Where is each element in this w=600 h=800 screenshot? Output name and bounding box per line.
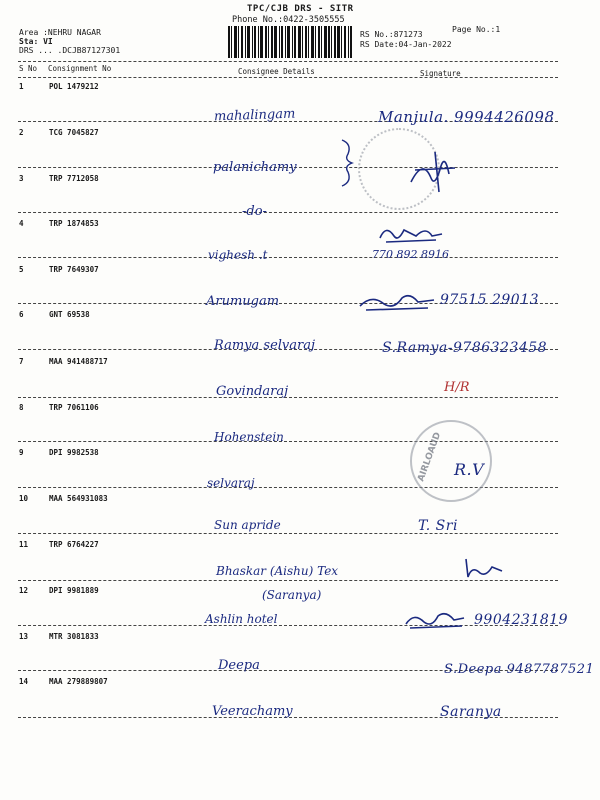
row-separator <box>18 533 558 534</box>
col-header-sno: S No <box>19 64 38 73</box>
row-separator <box>18 212 558 213</box>
row-sno: 8 <box>19 403 24 412</box>
row-consignment: TRP 7712058 <box>49 174 99 183</box>
rs-block <box>360 30 452 50</box>
consignee-name: Arumugam <box>206 294 280 309</box>
table-row <box>19 494 108 503</box>
consignee-name: selvaraj <box>207 476 255 490</box>
row-sno: 3 <box>19 174 24 183</box>
row-sno: 11 <box>19 540 29 549</box>
row-sno: 12 <box>19 586 29 595</box>
signature: 770 892 8916 <box>372 248 449 261</box>
row-consignment: TRP 7649307 <box>49 265 99 274</box>
table-row <box>19 677 108 686</box>
consignee-name: Ashlin hotel <box>205 612 278 626</box>
consignee-name: Govindaraj <box>216 384 289 399</box>
row-consignment: TRP 1874853 <box>49 219 99 228</box>
row-sno: 10 <box>19 494 29 503</box>
row-consignment: MAA 564931083 <box>49 494 108 503</box>
signature: Saranya <box>440 704 502 720</box>
row-consignment: DPI 9981889 <box>49 586 99 595</box>
consignee-name: Hohenstein <box>214 430 284 444</box>
consignee-name: Sun apride <box>214 518 281 532</box>
drs-number: DRS ... .DCJB87127301 <box>19 46 121 55</box>
header-left-block <box>19 28 120 55</box>
row-sno: 6 <box>19 310 24 319</box>
col-header-consignee: Consignee Details <box>238 67 315 76</box>
barcode-image <box>228 26 352 58</box>
table-row <box>19 586 99 595</box>
rs-number: RS No.:871273 <box>360 30 423 39</box>
station-label: Sta: VI <box>19 37 53 46</box>
consignee-name: vighesh .t <box>208 248 268 262</box>
signature: T. Sri <box>418 518 458 534</box>
signature-scribble <box>376 222 446 246</box>
signature-scribble <box>404 608 466 632</box>
signature: S.Ramya-9786323458 <box>382 340 548 356</box>
table-row <box>19 219 99 228</box>
table-row <box>19 357 108 366</box>
table-row <box>19 540 99 549</box>
table-row <box>19 448 99 457</box>
col-header-consignment: Consignment No <box>48 64 112 73</box>
row-sno: 2 <box>19 128 24 137</box>
consignee-name: Ramya selvaraj <box>214 338 316 353</box>
row-consignment: MAA 279889807 <box>49 677 108 686</box>
signature: S.Deepa 9487787521 <box>444 662 595 677</box>
table-row <box>19 128 99 137</box>
row-consignment: MAA 941488717 <box>49 357 108 366</box>
table-row <box>19 265 99 274</box>
row-consignment: GNT 69538 <box>49 310 90 319</box>
row-sno: 14 <box>19 677 29 686</box>
row-sno: 9 <box>19 448 24 457</box>
signature: Manjula. 9994426098 <box>378 108 555 126</box>
signature: 9904231819 <box>474 612 569 628</box>
bracket-mark <box>338 138 358 188</box>
consignee-name: Deepa <box>218 658 260 673</box>
page-number: Page No.:1 <box>452 25 501 34</box>
sheet-title: TPC/CJB DRS - SITR <box>247 4 354 14</box>
table-row <box>19 174 99 183</box>
row-consignment: POL 1479212 <box>49 82 99 91</box>
row-separator <box>18 257 558 258</box>
signature: R.V <box>454 460 485 479</box>
area-label: Area :NEHRU NAGAR <box>19 28 101 37</box>
consignee-name: mahalingam <box>213 106 296 125</box>
row-sno: 13 <box>19 632 29 641</box>
col-header-signature: Signature <box>420 69 461 78</box>
row-consignment: DPI 9982538 <box>49 448 99 457</box>
row-consignment: MTR 3081833 <box>49 632 99 641</box>
consignee-name: Veerachamy <box>212 704 293 719</box>
header-rule-bottom <box>18 77 558 78</box>
signature-scribble <box>405 148 461 194</box>
signature: H/R <box>444 380 470 395</box>
stamp-text: AIRLOAUD <box>416 431 444 483</box>
signature-scribble <box>358 290 438 314</box>
signature-scribble <box>462 555 506 581</box>
signature: 97515 29013 <box>440 292 540 308</box>
header-rule-top <box>18 61 558 62</box>
rs-date: RS Date:04-Jan-2022 <box>360 40 452 49</box>
row-sno: 4 <box>19 219 24 228</box>
row-sno: 7 <box>19 357 24 366</box>
row-consignment: TRP 7061106 <box>49 403 99 412</box>
row-sno: 1 <box>19 82 24 91</box>
row-sno: 5 <box>19 265 24 274</box>
row-consignment: TRP 6764227 <box>49 540 99 549</box>
table-row <box>19 632 99 641</box>
row-consignment: TCG 7045827 <box>49 128 99 137</box>
table-row <box>19 403 99 412</box>
phone-number: Phone No.:0422-3505555 <box>232 15 345 25</box>
consignee-name: palanichamy <box>213 160 297 175</box>
table-row <box>19 310 90 319</box>
consignee-name: Bhaskar (Aishu) Tex <box>216 564 339 578</box>
consignee-name: (Saranya) <box>262 588 322 602</box>
consignee-name: -do- <box>242 204 267 219</box>
table-row <box>19 82 99 91</box>
